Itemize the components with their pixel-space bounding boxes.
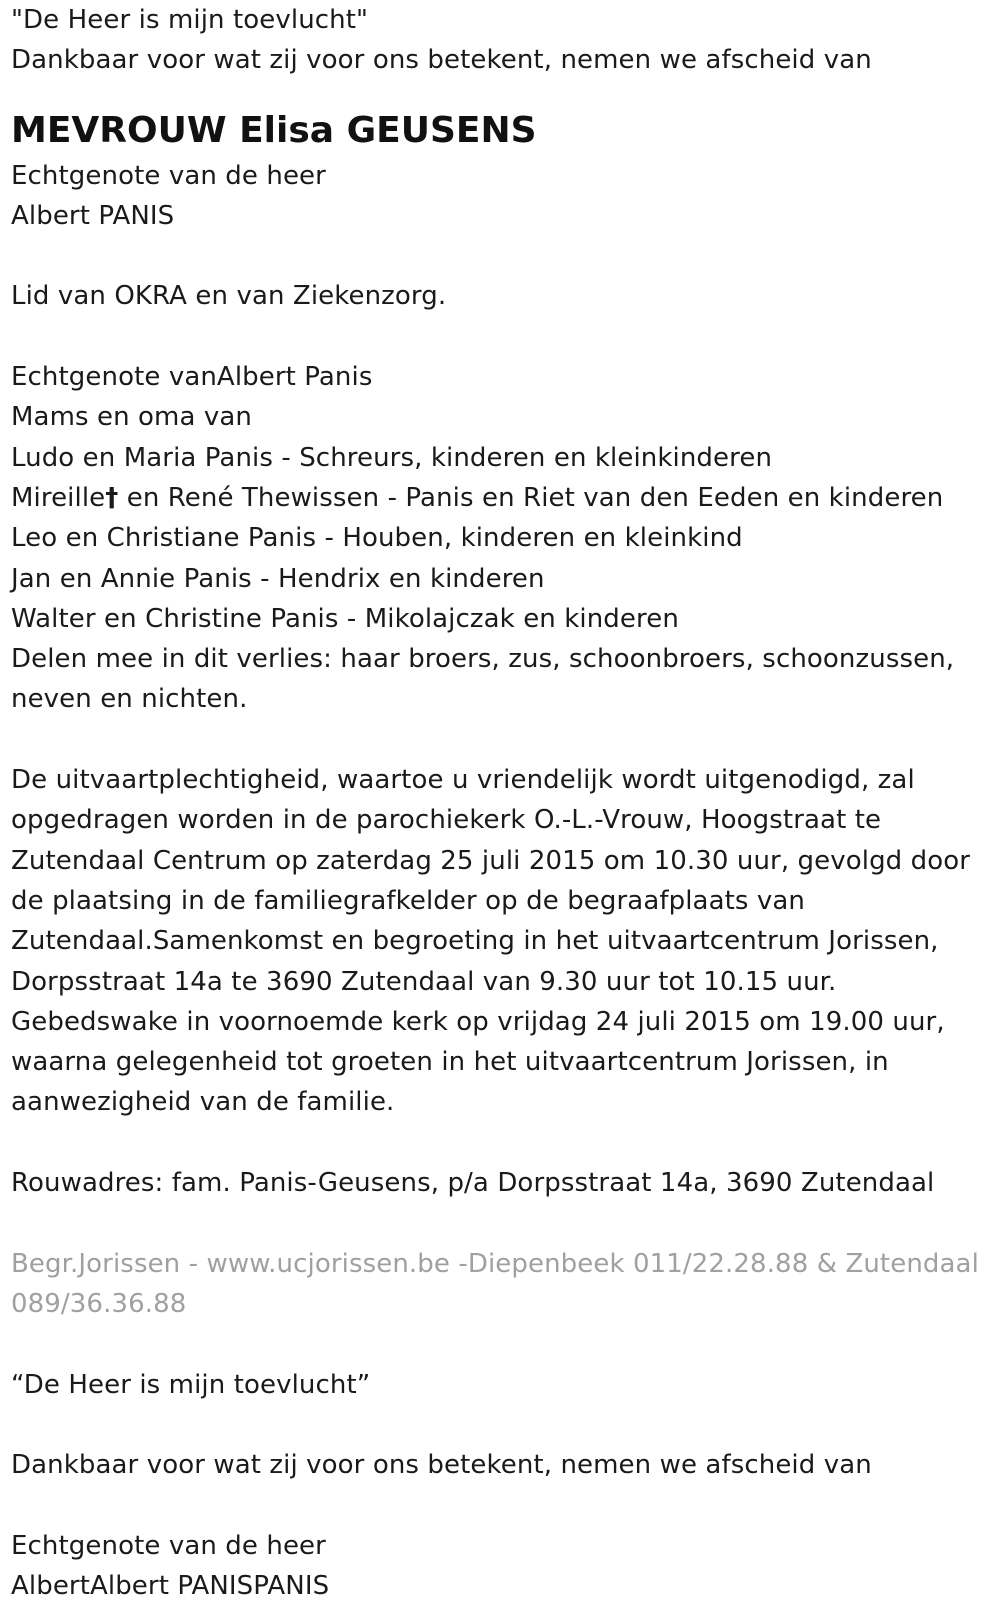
sharing-line: neven en nichten.: [11, 684, 248, 715]
deceased-name: MEVROUW Elisa GEUSENS: [11, 109, 537, 151]
spacer: [11, 1203, 991, 1243]
obituary-notice: [11, 0, 991, 1606]
membership-text: Lid van OKRA en van Ziekenzorg.: [11, 281, 447, 312]
family-member: Jan en Annie Panis - Hendrix en kinderen: [11, 563, 545, 594]
spacer: [11, 720, 991, 760]
motto-text: "De Heer is mijn toevlucht": [11, 5, 369, 35]
footer-motto: “De Heer is mijn toevlucht”: [11, 1369, 371, 1400]
sharing-line: Delen mee in dit verlies: haar broers, zus, schoonbroers, schoonzussen,: [11, 644, 955, 675]
spacer: [11, 1405, 991, 1445]
funeral-home-line: Begr.Jorissen - www.ucjorissen.be -Diepenbeek 011/22.28.88 & Zutendaal: [11, 1248, 979, 1279]
mourning-address: Rouwadres: fam. Panis-Geusens, p/a Dorpsstraat 14a, 3690 Zutendaal: [11, 1168, 935, 1199]
family-member: Leo en Christiane Panis - Houben, kinderen en kleinkind: [11, 523, 743, 554]
spacer: [11, 1485, 991, 1525]
funeral-home-phone: 089/36.36.88: [11, 1288, 187, 1319]
intro-text: Dankbaar voor wat zij voor ons betekent, nemen we afscheid van: [11, 45, 872, 76]
family-member: Walter en Christine Panis - Mikolajczak en kinderen: [11, 603, 679, 634]
ceremony-line: aanwezigheid van de familie.: [11, 1087, 395, 1118]
family-member-name: Mireille: [11, 482, 106, 513]
spacer: [11, 1324, 991, 1364]
footer-intro: Dankbaar voor wat zij voor ons betekent, nemen we afscheid van: [11, 1450, 872, 1481]
ceremony-line: waarna gelegenheid tot groeten in het uitvaartcentrum Jorissen, in: [11, 1047, 889, 1078]
family-member: Ludo en Maria Panis - Schreurs, kinderen en kleinkinderen: [11, 442, 773, 473]
ceremony-line: De uitvaartplechtigheid, waartoe u vriendelijk wordt uitgenodigd, zal: [11, 765, 915, 796]
ceremony-line: Dorpsstraat 14a te 3690 Zutendaal van 9.30 uur tot 10.15 uur.: [11, 966, 837, 997]
footer-spouse-label: Echtgenote van de heer: [11, 1530, 326, 1561]
footer-spouse-name: AlbertAlbert PANISPANIS: [11, 1570, 330, 1601]
spacer: [11, 1123, 991, 1163]
family-spouse-line: Echtgenote vanAlbert Panis: [11, 362, 373, 393]
family-member-rest: en René Thewissen - Panis en Riet van den Eeden en kinderen: [126, 482, 944, 513]
spacer: [11, 317, 991, 357]
spacer: [11, 236, 991, 276]
family-relation-line: Mams en oma van: [11, 402, 252, 433]
ceremony-line: Gebedswake in voornoemde kerk op vrijdag 24 juli 2015 om 19.00 uur,: [11, 1006, 945, 1037]
ceremony-line: opgedragen worden in de parochiekerk O.-L.-Vrouw, Hoogstraat te: [11, 805, 882, 836]
ceremony-line: Zutendaal Centrum op zaterdag 25 juli 2015 om 10.30 uur, gevolgd door: [11, 845, 971, 876]
cross-icon: †: [105, 482, 119, 513]
ceremony-line: Zutendaal.Samenkomst en begroeting in het uitvaartcentrum Jorissen,: [11, 926, 939, 957]
spouse-label: Echtgenote van de heer: [11, 160, 326, 191]
spouse-name: Albert PANIS: [11, 200, 175, 231]
family-member: [11, 478, 991, 518]
ceremony-line: de plaatsing in de familiegrafkelder op de begraafplaats van: [11, 885, 806, 916]
